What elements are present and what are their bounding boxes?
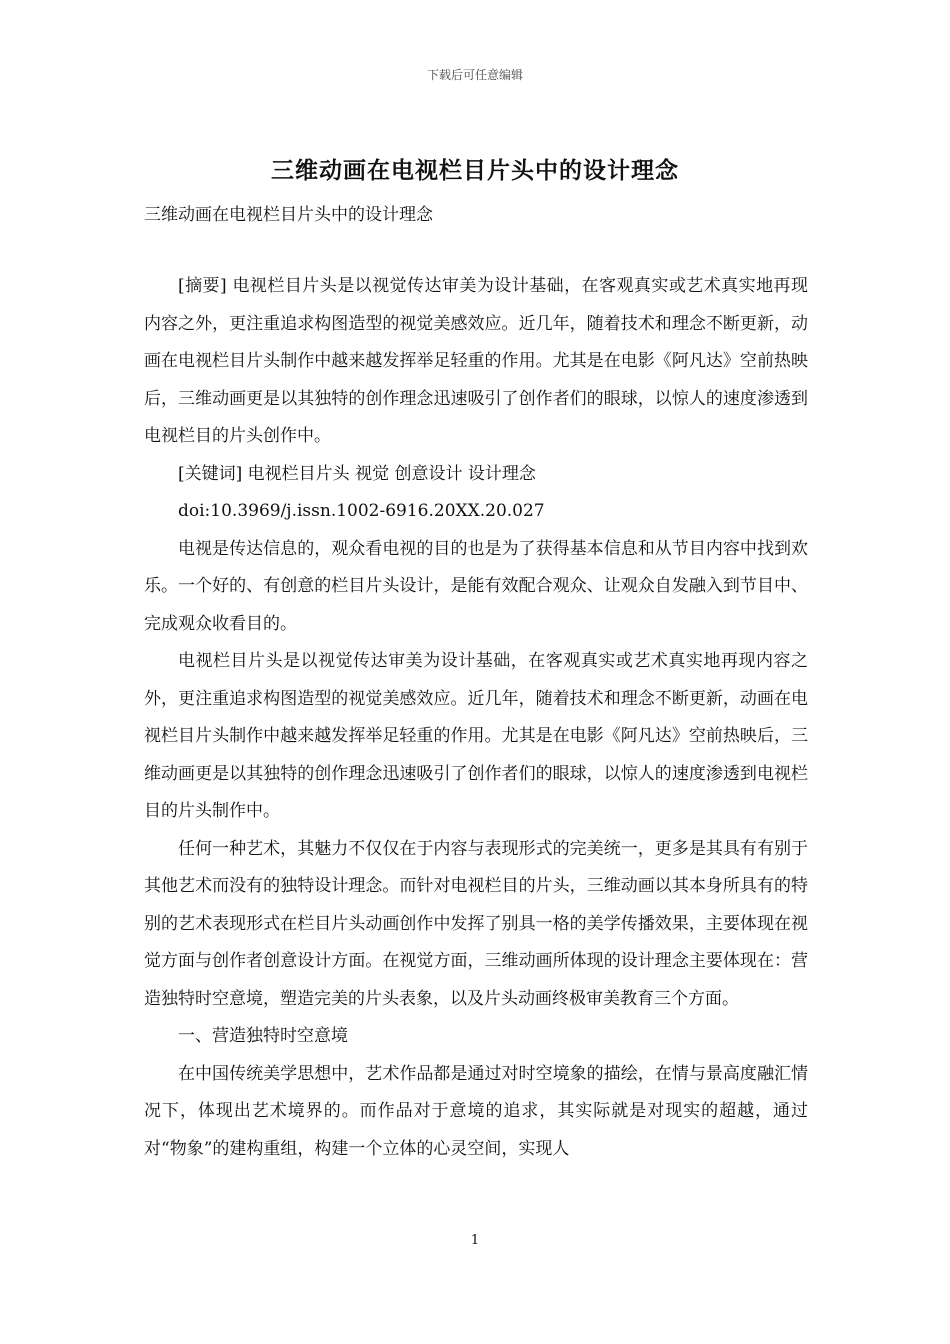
page-number: 1 — [470, 1233, 480, 1248]
abstract-paragraph: [摘要] 电视栏目片头是以视觉传达审美为设计基础，在客观真实或艺术真实地再现内容之外，更注重追求构图造型的视觉美感效应。近几年，随着技术和理念不断更新，动画在电视栏目片头制作中越来越发挥举足轻重的作用。尤其是在电影《阿凡达》空前热映后，三维动画更是以其独特的创作理念迅速吸引了创作者们的眼球，以惊人的速度渗透到电视栏目的片头创作中。 — [144, 276, 808, 446]
body-paragraph: 电视是传达信息的，观众看电视的目的也是为了获得基本信息和从节目内容中找到欢乐。一个好的、有创意的栏目片头设计，是能有效配合观众、让观众自发融入到节目中、完成观众收看目的。 — [144, 538, 808, 634]
doi-line: doi:10.3969/j.issn.1002-6916.20XX.20.027 — [178, 501, 545, 521]
document-title: 三维动画在电视栏目片头中的设计理念 — [271, 157, 679, 184]
section-heading: 一、营造独特时空意境 — [178, 1026, 348, 1046]
body-paragraph: 在中国传统美学思想中，艺术作品都是通过对时空境象的描绘，在情与景高度融汇情况下，体现出艺术境界的。而作品对于意境的追求，其实际就是对现实的超越，通过对“物象”的建构重组，构建一个立体的心灵空间，实现人 — [144, 1063, 808, 1159]
document-subtitle: 三维动画在电视栏目片头中的设计理念 — [144, 205, 433, 225]
document-body — [144, 268, 808, 1168]
body-paragraph: 任何一种艺术，其魅力不仅仅在于内容与表现形式的完美统一，更多是其具有有别于其他艺术而没有的独特设计理念。而针对电视栏目的片头，三维动画以其本身所具有的特别的艺术表现形式在栏目片头动画创作中发挥了别具一格的美学传播效果，主要体现在视觉方面与创作者创意设计方面。在视觉方面，三维动画所体现的设计理念主要体现在：营造独特时空意境，塑造完美的片头表象，以及片头动画终极审美教育三个方面。 — [144, 838, 808, 1009]
body-paragraph: 电视栏目片头是以视觉传达审美为设计基础，在客观真实或艺术真实地再现内容之外，更注重追求构图造型的视觉美感效应。近几年，随着技术和理念不断更新，动画在电视栏目片头制作中越来越发挥举足轻重的作用。尤其是在电影《阿凡达》空前热映后，三维动画更是以其独特的创作理念迅速吸引了创作者们的眼球，以惊人的速度渗透到电视栏目的片头制作中。 — [144, 651, 808, 821]
page-header-note: 下载后可任意编辑 — [426, 68, 523, 82]
keywords-line: [关键词] 电视栏目片头 视觉 创意设计 设计理念 — [178, 463, 536, 484]
